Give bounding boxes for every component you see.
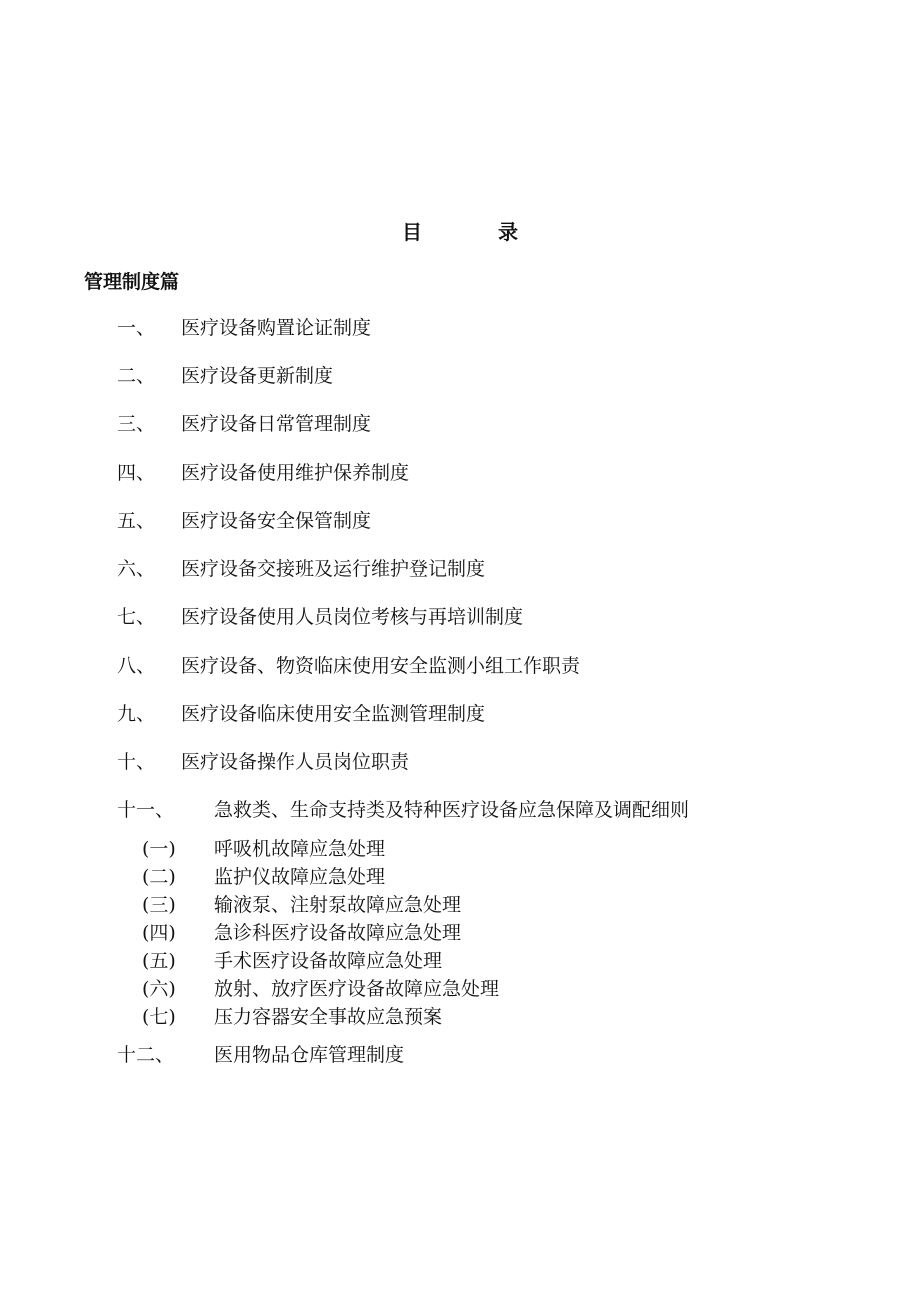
toc-item-number: 十二、 xyxy=(117,1044,175,1066)
toc-item-link[interactable]: 医疗设备使用人员岗位考核与再培训制度 xyxy=(181,606,524,628)
toc-item-number: 七、 xyxy=(117,606,156,628)
toc-subitem-number: (四) xyxy=(142,922,176,944)
toc-subitem-number: (七) xyxy=(142,1006,176,1028)
toc-subitem-link[interactable]: 放射、放疗医疗设备故障应急处理 xyxy=(214,978,500,1000)
toc-item-link[interactable]: 急救类、生命支持类及特种医疗设备应急保障及调配细则 xyxy=(214,799,690,821)
toc-item-link[interactable]: 医疗设备日常管理制度 xyxy=(181,413,372,435)
toc-item-number: 六、 xyxy=(117,558,156,580)
toc-item-number: 一、 xyxy=(117,317,156,339)
toc-subitem-number: (六) xyxy=(142,978,176,1000)
toc-item-link[interactable]: 医疗设备、物资临床使用安全监测小组工作职责 xyxy=(181,655,581,677)
toc-subitem-link[interactable]: 监护仪故障应急处理 xyxy=(214,866,386,888)
toc-item-number: 二、 xyxy=(117,365,156,387)
toc-item-number: 九、 xyxy=(117,703,156,725)
toc-item-number: 十一、 xyxy=(117,799,175,821)
toc-item-number: 五、 xyxy=(117,510,156,532)
toc-item-link[interactable]: 医疗设备临床使用安全监测管理制度 xyxy=(181,703,486,725)
toc-subitem-number: (三) xyxy=(142,894,176,916)
toc-item-link[interactable]: 医疗设备使用维护保养制度 xyxy=(181,462,410,484)
toc-subitem-number: (五) xyxy=(142,950,176,972)
toc-subitem-link[interactable]: 手术医疗设备故障应急处理 xyxy=(214,950,443,972)
toc-subitem-link[interactable]: 急诊科医疗设备故障应急处理 xyxy=(214,922,462,944)
toc-subitem-link[interactable]: 呼吸机故障应急处理 xyxy=(214,838,386,860)
toc-item-number: 八、 xyxy=(117,655,156,677)
toc-subitem-link[interactable]: 输液泵、注射泵故障应急处理 xyxy=(214,894,462,916)
toc-item-link[interactable]: 医疗设备安全保管制度 xyxy=(181,510,372,532)
toc-title-right: 录 xyxy=(498,220,518,244)
toc-item-number: 四、 xyxy=(117,462,156,484)
toc-item-link[interactable]: 医疗设备更新制度 xyxy=(181,365,334,387)
toc-item-link[interactable]: 医用物品仓库管理制度 xyxy=(214,1044,405,1066)
toc-item-number: 三、 xyxy=(117,413,156,435)
toc-subitem-number: (一) xyxy=(142,838,176,860)
toc-item-number: 十、 xyxy=(117,751,156,773)
toc-title-left: 目 xyxy=(402,220,422,244)
toc-subitem-number: (二) xyxy=(142,866,176,888)
section-heading: 管理制度篇 xyxy=(84,271,180,293)
toc-item-link[interactable]: 医疗设备操作人员岗位职责 xyxy=(181,751,410,773)
toc-subitem-link[interactable]: 压力容器安全事故应急预案 xyxy=(214,1006,443,1028)
toc-item-link[interactable]: 医疗设备购置论证制度 xyxy=(181,317,372,339)
toc-item-link[interactable]: 医疗设备交接班及运行维护登记制度 xyxy=(181,558,486,580)
